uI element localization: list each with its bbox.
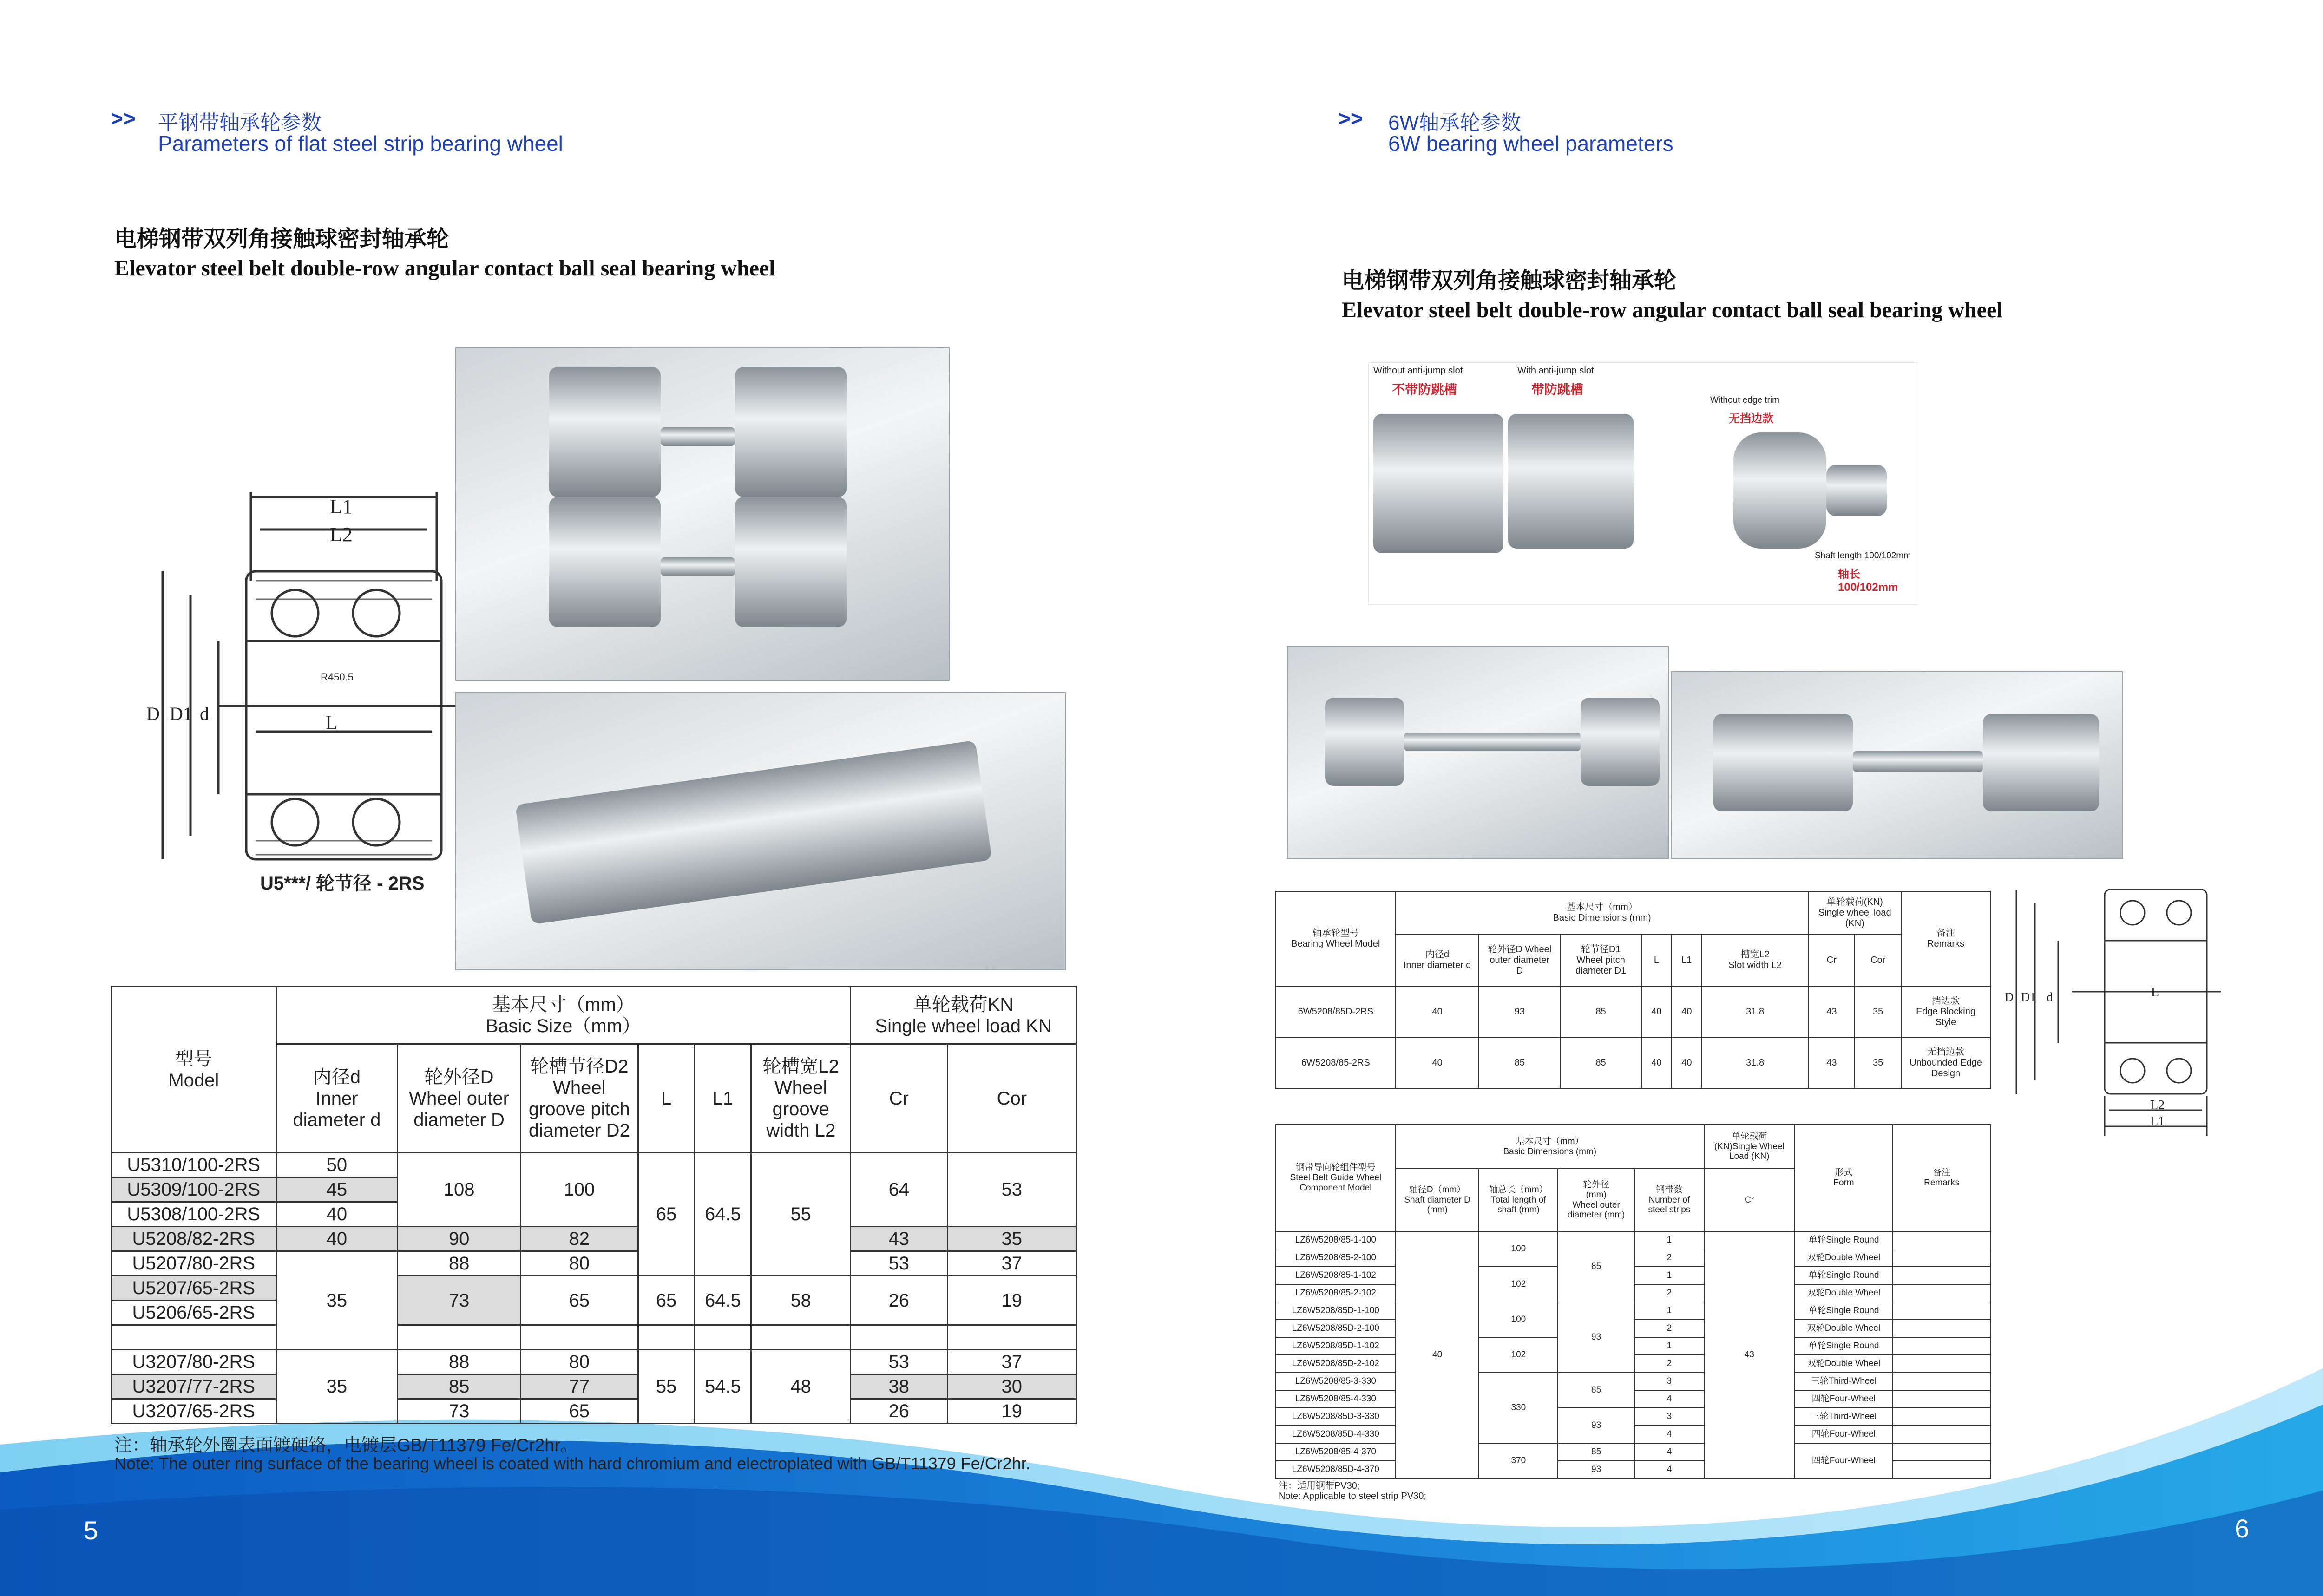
right-note-cn: 注：适用钢带PV30; bbox=[1279, 1481, 1360, 1491]
6w-wheel-cross-section-drawing bbox=[2002, 885, 2225, 1145]
th-inner-d: 内径d Inner diameter d bbox=[276, 1044, 398, 1153]
label-edge-en: Without edge trim bbox=[1710, 395, 1779, 405]
table-row: LZ6W5208/85-2-102 2 双轮Double Wheel bbox=[1276, 1284, 1990, 1302]
left-header-en: Parameters of flat steel strip bearing wheel bbox=[158, 131, 563, 156]
right-header-en: 6W bearing wheel parameters bbox=[1388, 131, 1673, 156]
table-row: U5208/82-2RS 40 90 82 43 35 bbox=[112, 1227, 1076, 1251]
table-row: LZ6W5208/85D-2-100 2 双轮Double Wheel bbox=[1276, 1320, 1990, 1337]
label-without-slot-en: Without anti-jump slot bbox=[1373, 366, 1463, 376]
left-section-title-cn: 电梯钢带双列角接触球密封轴承轮 bbox=[114, 226, 449, 252]
right-section-title-en: Elevator steel belt double-row angular contact ball seal bearing wheel bbox=[1342, 298, 2003, 322]
drawing-label-D1: D1 bbox=[170, 703, 192, 724]
left-header-cn: 平钢带轴承轮参数 bbox=[158, 111, 322, 134]
flat-strip-bearing-table bbox=[111, 986, 1077, 1424]
drawing-label-L: L bbox=[325, 711, 338, 734]
label-with-slot-cn: 带防跳槽 bbox=[1531, 382, 1584, 397]
th-model: 型号 Model bbox=[112, 987, 276, 1153]
table-row: U5310/100-2RS 50 108 100 65 64.5 55 64 53 bbox=[112, 1153, 1076, 1177]
table-row: LZ6W5208/85-4-330 4 四轮Four-Wheel bbox=[1276, 1390, 1990, 1408]
table-row: LZ6W5208/85D-4-370 93 4 bbox=[1276, 1461, 1990, 1478]
th3-basic: 基本尺寸（mm） Basic Dimensions (mm) bbox=[1396, 1125, 1704, 1169]
label-with-slot-en: With anti-jump slot bbox=[1517, 366, 1594, 376]
table-row: U5207/65-2RS 73 65 65 64.5 58 26 19 bbox=[112, 1276, 1076, 1301]
product-photo-shaft-assembly-2 bbox=[1671, 671, 2123, 859]
table-row: LZ6W5208/85-1-102 102 1 单轮Single Round bbox=[1276, 1267, 1990, 1284]
th3-form: 形式 Form bbox=[1795, 1125, 1893, 1231]
table-row: 6W5208/85-2RS 40 85 85 40 40 31.8 43 35 无挡边款 Unbounded Edge Design bbox=[1276, 1037, 1990, 1088]
drawing-label-D: D bbox=[146, 703, 160, 724]
table-row: LZ6W5208/85-1-100 40 100 85 1 43 单轮Single Round bbox=[1276, 1231, 1990, 1249]
th2-remarks: 备注 Remarks bbox=[1901, 891, 1990, 986]
page-number-right: 6 bbox=[2235, 1514, 2250, 1543]
th3-load: 单轮载荷 (KN)Single Wheel Load (KN) bbox=[1704, 1125, 1795, 1169]
svg-text:L1: L1 bbox=[2150, 1114, 2165, 1129]
th-Cor: Cor bbox=[947, 1044, 1076, 1153]
label-without-slot-cn: 不带防跳槽 bbox=[1392, 382, 1457, 397]
drawing-label-radius: R450.5 bbox=[321, 671, 354, 683]
th-L: L bbox=[638, 1044, 695, 1153]
table-row: U3207/77-2RS 85 77 38 30 bbox=[112, 1374, 1076, 1399]
table-row: LZ6W5208/85-4-370 370 85 4 四轮Four-Wheel bbox=[1276, 1443, 1990, 1461]
drawing-label-L2: L2 bbox=[330, 523, 353, 546]
th-pitch-D2: 轮槽节径D2 Wheel groove pitch diameter D2 bbox=[520, 1044, 638, 1153]
product-photo-double-rollers bbox=[455, 347, 950, 681]
label-edge-cn: 无挡边款 bbox=[1729, 412, 1773, 425]
th-basic-size: 基本尺寸（mm） Basic Size（mm） bbox=[276, 987, 850, 1044]
left-note-en: Note: The outer ring surface of the bearing wheel is coated with hard chromium and electroplated with GB/T11379 Fe/Cr2hr. bbox=[114, 1454, 1030, 1473]
svg-text:d: d bbox=[2047, 990, 2053, 1004]
left-note-cn: 注：轴承轮外圈表面镀硬铬，电镀层GB/T11379 Fe/Cr2hr。 bbox=[114, 1436, 578, 1455]
table-row: LZ6W5208/85D-4-330 4 四轮Four-Wheel bbox=[1276, 1426, 1990, 1443]
label-shaft-en: Shaft length 100/102mm bbox=[1815, 551, 1911, 561]
th-Cr: Cr bbox=[851, 1044, 948, 1153]
table-row: U5207/80-2RS 35 88 80 53 37 bbox=[112, 1251, 1076, 1276]
th2-load: 单轮载荷(KN) Single wheel load (KN) bbox=[1808, 891, 1901, 934]
6w-bearing-wheel-table: 轴承轮型号 Bearing Wheel Model 基本尺寸（mm） Basic Dimensions (mm) 单轮载荷(KN) Single wheel load (KN) 备注 Remarks 内径d Inner diameter d 轮外径D Wheel outer diameter D 轮节径D1 Wheel pitch diameter D1 L L1 槽宽L2 Slot width L2 Cr Cor 6W5208/85D-2RS 40 93 85 40 40 31.8 43 35 挡边款 Edge Blocking Style 6W5208/85-2RS 40 85 85 40 40 31.8 43 35 无挡边款 Unbounded Edge Design bbox=[1275, 891, 1991, 1089]
drawing-label-d: d bbox=[200, 703, 209, 724]
table-row: U5206/65-2RS bbox=[112, 1301, 1076, 1325]
table-row: LZ6W5208/85D-3-330 93 3 三轮Third-Wheel bbox=[1276, 1408, 1990, 1426]
table-row: U3207/80-2RS 35 88 80 55 54.5 48 53 37 bbox=[112, 1350, 1076, 1374]
table-row: LZ6W5208/85D-2-102 2 双轮Double Wheel bbox=[1276, 1355, 1990, 1373]
steel-belt-guide-wheel-table: 钢带导向轮组件型号 Steel Belt Guide Wheel Component Model 基本尺寸（mm） Basic Dimensions (mm) 单轮载荷 (KN)Single Wheel Load (KN) 形式 Form 备注 Remarks 轴径D（mm） Shaft diameter D (mm) 轴总长（mm） Total length of shaft (mm) 轮外径 (mm) Wheel outer diameter (mm) 钢带数 Number of steel strips Cr LZ6W5208/85-1-100 40 100 85 1 43 单轮Single Round LZ6W5208/85-2-100 2 双轮Double Wheel LZ6W5208/85-1-102 102 1 单轮Single Round LZ6W5208/85-2-102 2 双轮Double Wheel LZ6W5208/85D-1-100 100 93 1 单轮Single Round LZ6W5208/85D-2-100 2 双轮Double Wheel LZ6W5208/85D-1-102 102 1 单轮Single Round LZ6W5208/85D-2-102 2 双轮Double Wheel LZ6W5208/85-3-330 330 85 3 三轮Third-Wheel LZ6W5208/85-4-330 4 四轮Four-Wheel LZ6W5208/85D-3-330 93 3 三轮Third-Wheel LZ6W5208/85D-4-330 4 四轮Four-Wheel LZ6W5208/85-4-370 370 85 4 四轮Four-Wheel LZ6W5208/85D-4-370 93 4 bbox=[1275, 1124, 1991, 1479]
left-header-arrow: >> bbox=[111, 106, 136, 131]
drawing-caption: U5***/ 轮节径 - 2RS bbox=[260, 873, 425, 892]
th3-remarks: 备注 Remarks bbox=[1893, 1125, 1990, 1231]
th-wheel-load: 单轮载荷KN Single wheel load KN bbox=[851, 987, 1076, 1044]
table-row: U5309/100-2RS 45 bbox=[112, 1177, 1076, 1202]
table-row: LZ6W5208/85D-1-102 102 1 单轮Single Round bbox=[1276, 1337, 1990, 1355]
bearing-cross-section-drawing bbox=[139, 488, 465, 892]
drawing-label-L1: L1 bbox=[330, 495, 353, 518]
th2-model: 轴承轮型号 Bearing Wheel Model bbox=[1276, 891, 1396, 986]
right-header-arrow: >> bbox=[1338, 106, 1363, 131]
table-row: U3207/65-2RS 73 65 26 19 bbox=[112, 1399, 1076, 1424]
svg-text:L: L bbox=[2151, 985, 2159, 1000]
th-L2: 轮槽宽L2 Wheel groove width L2 bbox=[751, 1044, 851, 1153]
page-number-left: 5 bbox=[84, 1516, 98, 1545]
label-shaft-cn: 轴长100/102mm bbox=[1838, 568, 1898, 594]
svg-text:L2: L2 bbox=[2150, 1098, 2165, 1112]
right-header-cn: 6W轴承轮参数 bbox=[1388, 111, 1521, 134]
svg-text:D1: D1 bbox=[2021, 990, 2036, 1004]
th3-model: 钢带导向轮组件型号 Steel Belt Guide Wheel Component Model bbox=[1276, 1125, 1396, 1231]
table-row: LZ6W5208/85D-1-100 100 93 1 单轮Single Round bbox=[1276, 1302, 1990, 1320]
svg-text:D: D bbox=[2005, 990, 2014, 1004]
table-row: LZ6W5208/85-3-330 330 85 3 三轮Third-Wheel bbox=[1276, 1373, 1990, 1390]
table-row-spacer bbox=[112, 1325, 1076, 1350]
right-note-en: Note: Applicable to steel strip PV30; bbox=[1279, 1491, 1426, 1501]
left-section-title-en: Elevator steel belt double-row angular contact ball seal bearing wheel bbox=[114, 256, 775, 281]
th-outer-D: 轮外径D Wheel outer diameter D bbox=[398, 1044, 521, 1153]
table-row: 6W5208/85D-2RS 40 93 85 40 40 31.8 43 35 挡边款 Edge Blocking Style bbox=[1276, 986, 1990, 1037]
table-row: U5308/100-2RS 40 bbox=[112, 1202, 1076, 1227]
product-photo-wheel-variants bbox=[1368, 362, 1917, 605]
th-L1: L1 bbox=[695, 1044, 751, 1153]
product-photo-shaft-assembly-1 bbox=[1287, 646, 1669, 859]
th2-basic: 基本尺寸（mm） Basic Dimensions (mm) bbox=[1396, 891, 1809, 934]
right-section-title-cn: 电梯钢带双列角接触球密封轴承轮 bbox=[1342, 268, 1677, 294]
table-row: LZ6W5208/85-2-100 2 双轮Double Wheel bbox=[1276, 1249, 1990, 1267]
product-photo-long-roller bbox=[455, 692, 1066, 970]
